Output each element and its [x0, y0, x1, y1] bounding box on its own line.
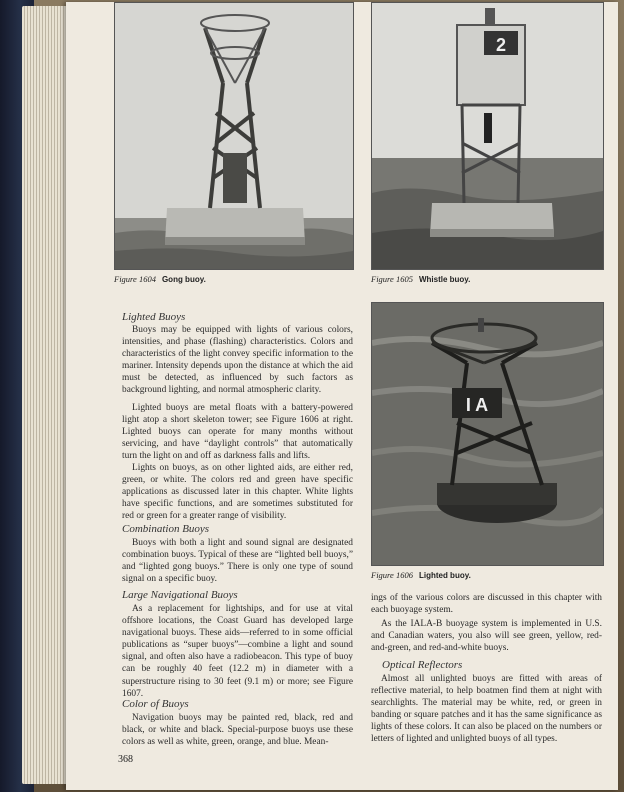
optical-reflectors-paragraph: Almost all unlighted buoys are fitted with areas of reflective material, to help boatmen find them at night with searchlights. The material may be white, red, or green in banding or square patches and it has the same significance as lights of these colors. It can also be placed on the numbers or letters of lighted and unlighted buoys of all types.: [371, 674, 602, 745]
whistle-buoy-number: 2: [495, 35, 507, 55]
lighted-buoys-heading: Lighted Buoys: [122, 311, 186, 323]
figure-1605-title: Whistle buoy.: [418, 275, 471, 284]
figure-1606-caption: [371, 570, 471, 580]
large-navigational-buoys-paragraph: As a replacement for lightships, and for use at vital offshore locations, the Coast Guard has developed large navigational buoys. These aids—referred to in some official publications as “super buoys”—combine a light and sound signal, and often also have a radiobeacon. This type of buoy can be roughly 40 feet (12.2 m) in diameter with a superstructure rising to 30 feet (9.1 m) or more; see Figure 1607.: [122, 604, 353, 699]
combination-buoys-heading: Combination Buoys: [122, 523, 210, 535]
large-navigational-buoys-heading: Large Navigational Buoys: [122, 589, 238, 601]
lighted-buoy-marking: I A: [465, 395, 489, 415]
book-page: [66, 2, 618, 790]
lighted-buoys-paragraph-1: Buoys may be equipped with lights of various colors, intensities, and phase (flashing) characteristics. Colors and characteristics of the light convey specific information to the mariner. Intensity depends upon the distance at which the aid must be detected, as influenced by such factors as background lighting, and normal atmospheric clarity.: [122, 325, 353, 396]
iala-b-paragraph: As the IALA-B buoyage system is implemented in U.S. and Canadian waters, you also will see green, yellow, red-and-green, and red-and-white buoys.: [371, 619, 602, 654]
figure-1604-title: Gong buoy.: [161, 275, 206, 284]
combination-buoys-paragraph: Buoys with both a light and sound signal are designated combination buoys. Typical of these are “lighted bell buoys,” and “lighted gong buoys.” There is only one type of sound signal on a specific buoy.: [122, 538, 353, 585]
lighted-buoys-paragraph-2: Lighted buoys are metal floats with a battery-powered light atop a short skeleton tower; see Figure 1606 at right. Lighted buoys can operate for many months without servicing, and have “daylight controls” that automatically turn the light on and off as darkness falls and lifts.: [122, 403, 353, 462]
figure-1605-number: Figure 1605: [371, 274, 413, 284]
color-of-buoys-heading: Color of Buoys: [122, 698, 189, 710]
page-number: 368: [118, 754, 133, 765]
figure-1606-title: Lighted buoy.: [418, 571, 471, 580]
lighted-buoy-photo: [371, 302, 604, 566]
color-of-buoys-paragraph: Navigation buoys may be painted red, black, red and black, or white and black. Special-purpose buoys use these colors as well as white, green, orange, and blue. Mean-: [122, 713, 353, 748]
figure-1606-number: Figure 1606: [371, 570, 413, 580]
gong-buoy-photo: [114, 2, 354, 270]
optical-reflectors-heading: Optical Reflectors: [382, 659, 463, 671]
figure-1604-number: Figure 1604: [114, 274, 156, 284]
lighted-buoys-paragraph-3: Lights on buoys, as on other lighted aids, are either red, green, or white. The colors red and green have specific applications as discussed later in this chapter. White lights have specific functions, and are sometimes substituted for red or green for a greater range of visibility.: [122, 463, 353, 522]
figure-1605-caption: [371, 274, 470, 284]
color-of-buoys-continuation: ings of the various colors are discussed in this chapter with each buoyage system.: [371, 593, 602, 616]
page-edges: [22, 6, 72, 784]
figure-1604-caption: [114, 274, 206, 284]
whistle-buoy-photo: [371, 2, 604, 270]
